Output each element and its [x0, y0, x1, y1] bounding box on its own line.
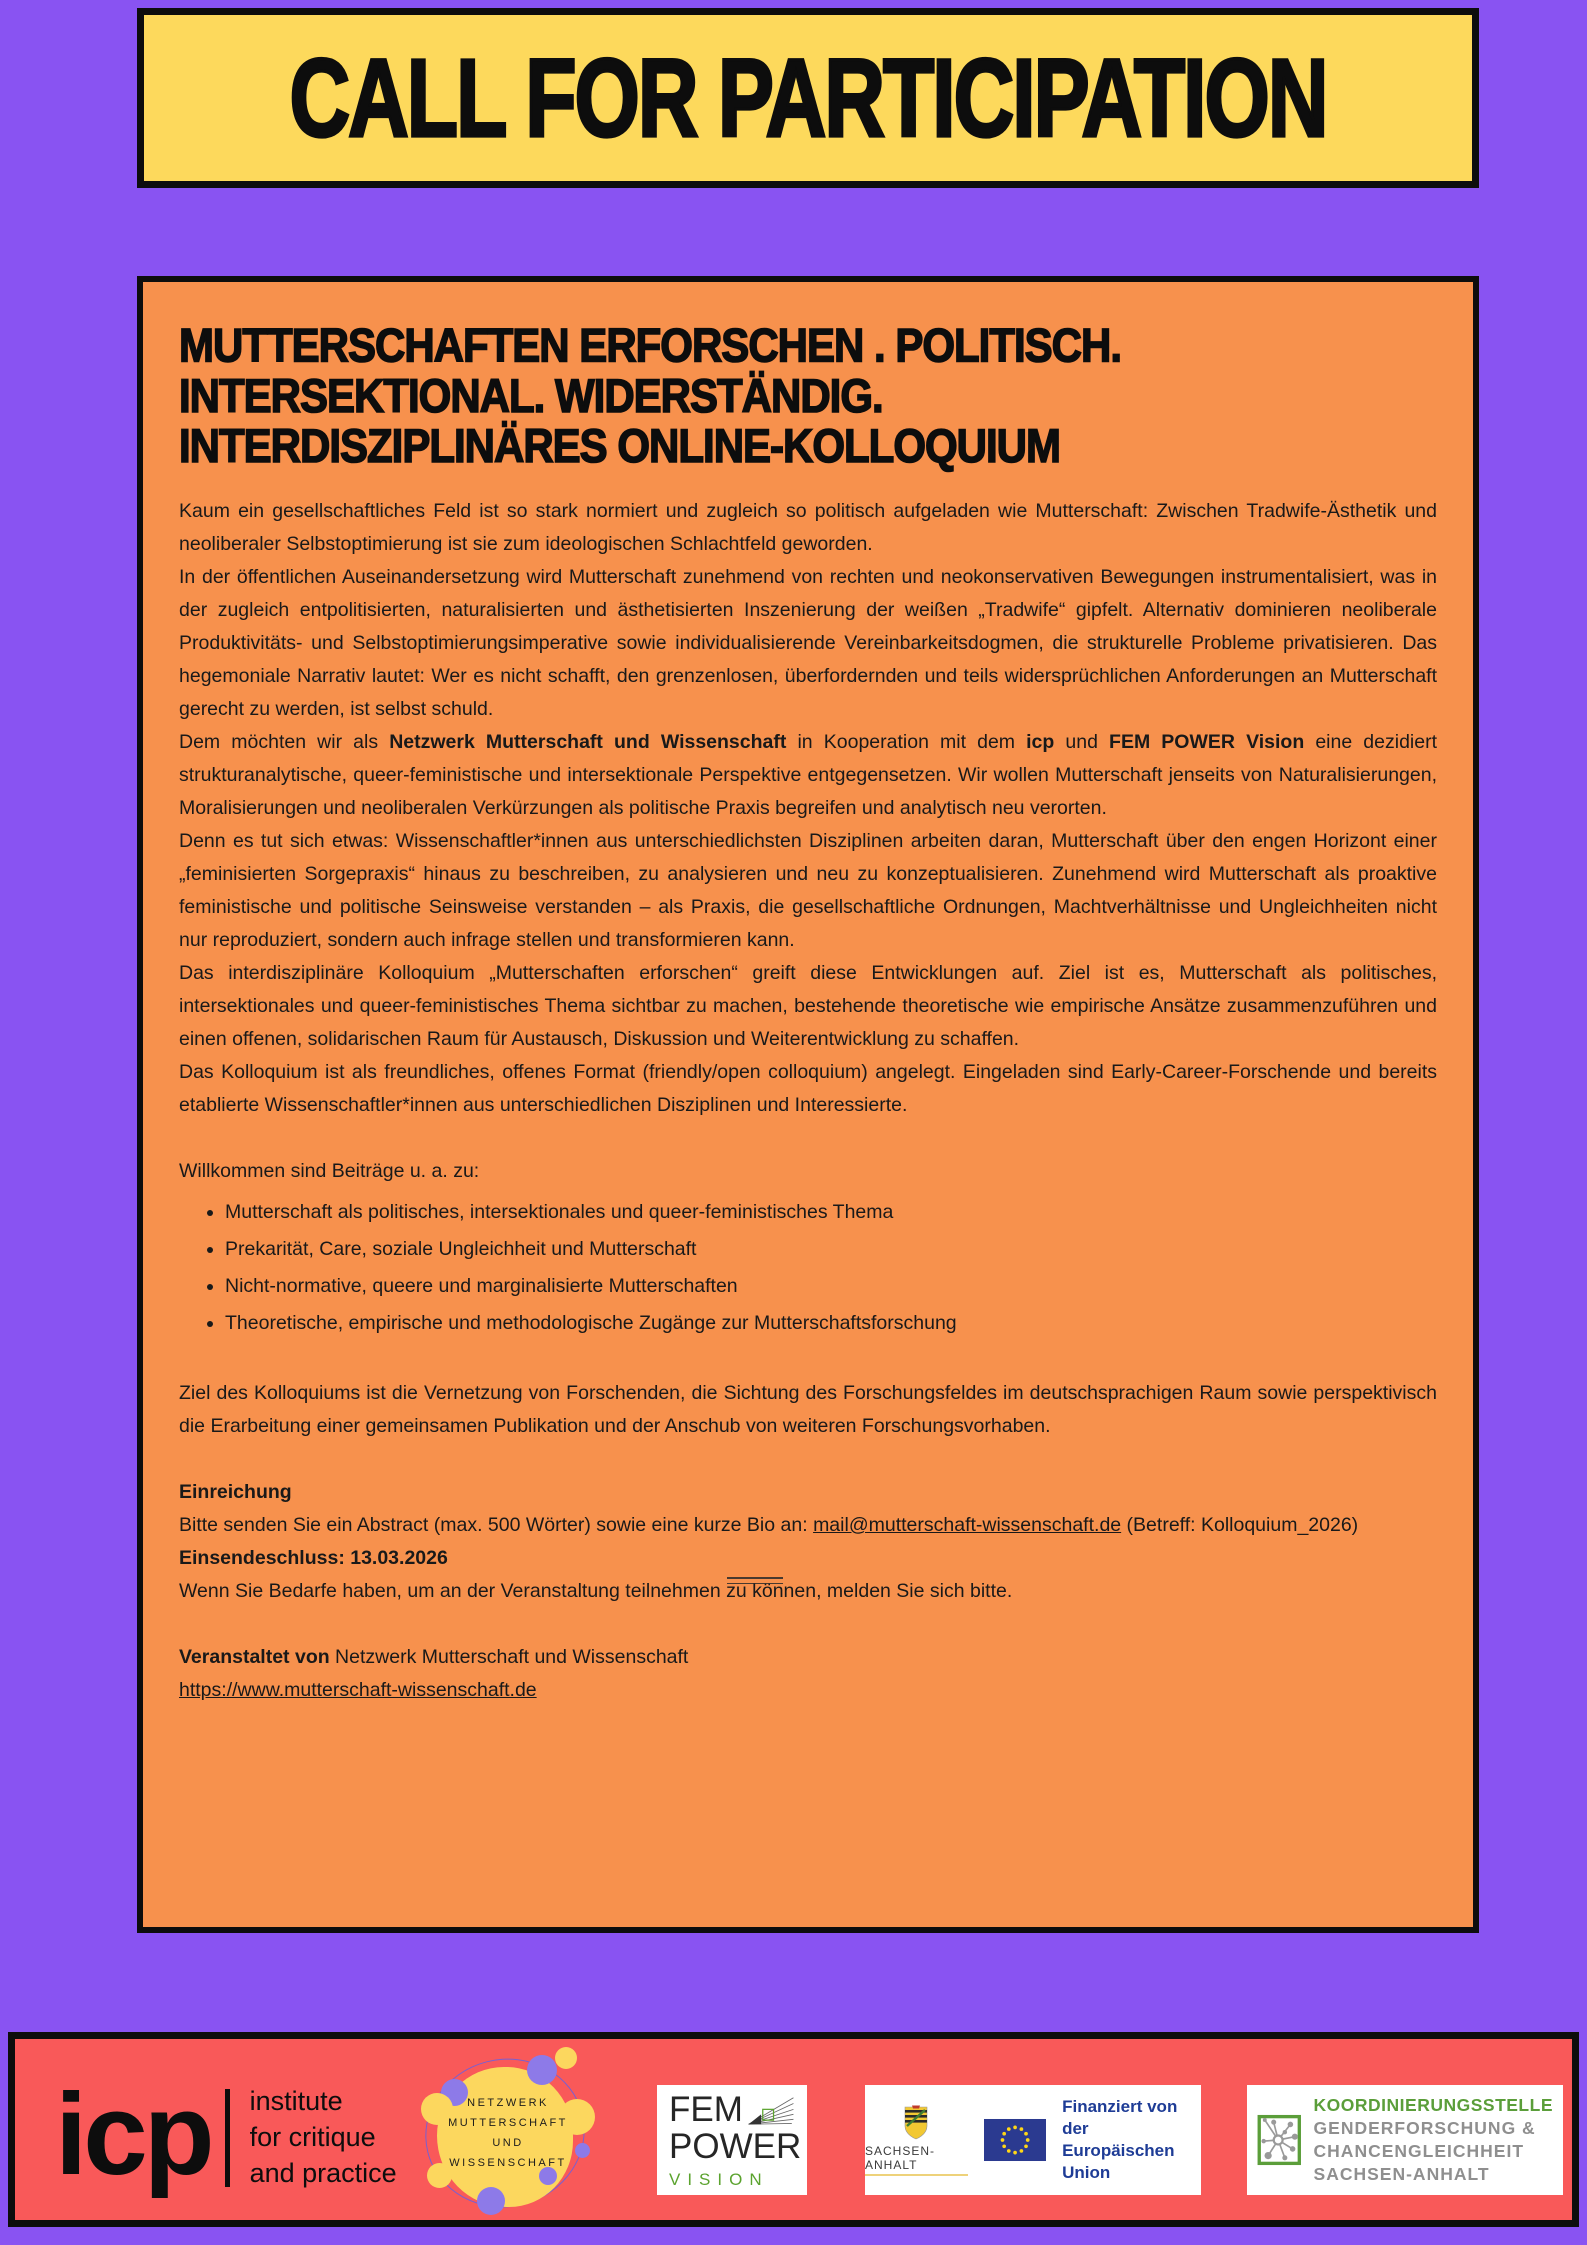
icp-logo — [55, 2069, 397, 2200]
header-box — [137, 8, 1479, 188]
text-segment: In der öffentlichen Auseinandersetzung wird Mutterschaft zunehmend von rechten und neokonservativen Bewegungen instrumentalisiert, was in der zugleich entpolitisierten, naturalisierten und ästhetisierten Inszenierung der weißen „Tradwife“ gipfelt. Alternativ dominieren neoliberale Produktivitäts- und Selbstoptimierungsimperative sowie individualisierende Vereinbarkeitsdogmen, die strukturelle Probleme privatisieren. Das hegemoniale Narrativ lautet: Wer es nicht schafft, den grenzenlosen, überfordernden und teils widersprüchlichen Anforderungen an Mutterschaft gerecht zu werden, ist selbst schuld. — [179, 566, 1437, 720]
fempower-fan-icon — [747, 2093, 795, 2129]
website-link[interactable]: https://www.mutterschaft-wissenschaft.de — [179, 1679, 537, 1701]
text-segment: Dem möchten wir als — [179, 731, 390, 753]
fempower-vision: VISION — [669, 2170, 769, 2189]
text-segment: Bitte senden Sie ein Abstract (max. 500 Wörter) sowie eine kurze Bio an: — [179, 1514, 814, 1536]
text-segment: Das interdisziplinäre Kolloquium „Mutterschaften erforschen“ greift diese Entwicklungen auf. Ziel ist es, Mutterschaft als politisches, intersektionales und queer-feministisches Thema sichtbar zu machen, bestehende theoretische wie empirische Ansätze zusammenzuführen und einen offenen, solidarischen Raum für Austausch, Diskussion und Weiterentwicklung zu schaffen. — [179, 962, 1437, 1050]
netzwerk-label-line: MUTTERSCHAFT — [448, 2117, 568, 2129]
page-title: CALL FOR PARTICIPATION — [289, 35, 1327, 160]
text-segment: und — [1054, 731, 1110, 753]
koord-line: SACHSEN-ANHALT — [1313, 2164, 1490, 2184]
paragraph — [179, 726, 1437, 825]
paragraph — [179, 957, 1437, 1056]
koordinierungsstelle-logo — [1247, 2085, 1563, 2195]
paragraph — [179, 1509, 1437, 1542]
deadline: Einsendeschluss: 13.03.2026 — [179, 1547, 448, 1569]
paragraph — [179, 1476, 1437, 1509]
spacer — [179, 1344, 1437, 1377]
paragraph — [179, 1377, 1437, 1443]
fempower-fem: FEM — [669, 2090, 743, 2129]
paragraph — [179, 1542, 1437, 1575]
sachsen-anhalt-emblem — [865, 2104, 968, 2176]
koord-line: GENDERFORSCHUNG & — [1313, 2118, 1536, 2138]
bullet-item: • Mutterschaft als politisches, intersektionales und queer-feministisches Thema — [225, 1196, 1437, 1229]
netzwerk-label-line: WISSENSCHAFT — [449, 2157, 567, 2169]
text-segment: Netzwerk Mutterschaft und Wissenschaft — [389, 731, 787, 753]
fempower-logo — [657, 2085, 807, 2195]
netzwerk-label-line: NETZWERK — [467, 2097, 549, 2109]
icp-tagline-line: and practice — [249, 2158, 397, 2188]
text-segment: Denn es tut sich etwas: Wissenschaftler*innen aus unterschiedlichsten Disziplinen arbeiten daran, Mutterschaft über den engen Horizont einer „feminisierten Sorgepraxis“ hinaus zu beschreiben, zu analysieren und neu zu konzeptualisieren. Zunehmend wird Mutterschaft als proaktive feministische und politische Seinsweise verstanden – als Praxis, die gesellschaftliche Ordnungen, Machtverhältnisse und Ungleichheiten nicht nur reproduziert, sondern auch infrage stellen und transformieren kann. — [179, 830, 1437, 951]
paragraph — [179, 1155, 1437, 1188]
paragraph — [179, 561, 1437, 726]
coat-of-arms-icon — [901, 2104, 931, 2142]
netzwerk-logo — [427, 2051, 589, 2215]
spacer — [179, 1122, 1437, 1155]
fempower-power: POWER — [669, 2127, 802, 2166]
text-segment: in Kooperation mit dem — [786, 731, 1027, 753]
paragraph — [179, 495, 1437, 561]
title-line-3: INTERDISZIPLINÄRES ONLINE-KOLLOQUIUM — [179, 419, 1060, 473]
bullet-item: • Nicht-normative, queere und marginalisierte Mutterschaften — [225, 1270, 1437, 1303]
email-link[interactable]: mail@mutterschaft-wissenschaft.de — [813, 1514, 1122, 1536]
text-segment: Wenn Sie Bedarfe haben, um an der Veranstaltung teilnehmen — [179, 1580, 727, 1602]
icp-tagline — [250, 2083, 397, 2191]
netzwerk-label — [427, 2051, 589, 2215]
text-segment: Kaum ein gesellschaftliches Feld ist so stark normiert und zugleich so politisch aufgeladen wie Mutterschaft: Zwischen Tradwife-Ästhetik und neoliberaler Selbstoptimierung ist sie zum ideologischen Schlachtfeld geworden. — [179, 500, 1437, 555]
koord-line: KOORDINIERUNGSSTELLE — [1313, 2095, 1553, 2115]
text-segment: zu können — [726, 1580, 817, 1602]
text-segment: , melden Sie sich bitte. — [816, 1580, 1013, 1602]
icp-wordmark: icp — [55, 2069, 211, 2200]
koordinierungsstelle-label — [1314, 2094, 1553, 2186]
bullet-item: • Theoretische, empirische und methodologische Zugänge zur Mutterschaftsforschung — [225, 1307, 1437, 1340]
spacer — [179, 1443, 1437, 1476]
sachsen-anhalt-label: SACHSEN-ANHALT — [865, 2144, 968, 2176]
colloquium-title — [179, 320, 1437, 471]
funding-label-line: Finanziert von der — [1062, 2097, 1178, 2138]
icp-tagline-line: institute — [249, 2086, 343, 2116]
icp-tagline-line: for critique — [249, 2122, 376, 2152]
text-segment: Willkommen sind Beiträge u. a. zu: — [179, 1160, 480, 1182]
content-blocks — [179, 495, 1437, 1707]
koord-line: CHANCENGLEICHHEIT — [1313, 2141, 1525, 2161]
text-segment: icp — [1026, 731, 1055, 753]
paragraph — [179, 1641, 1437, 1674]
text-segment: Ziel des Kolloquiums ist die Vernetzung von Forschenden, die Sichtung des Forschungsfeldes im deutschsprachigen Raum sowie perspektivisch die Erarbeitung einer gemeinsamen Publikation und der Anschub von weiteren Forschungsvorhaben. — [179, 1382, 1437, 1437]
text-segment: Netzwerk Mutterschaft und Wissenschaft — [329, 1646, 689, 1668]
text-segment: eine dezidiert strukturanalytische, queer-feministische und intersektionale Perspektive entgegensetzen. Wir wollen Mutterschaft jenseits von Naturalisierungen, Moralisierungen und neoliberalen Verkürzungen als politische Praxis begreifen und analytisch neu verorten. — [179, 731, 1437, 819]
paragraph — [179, 1575, 1437, 1608]
footer-box — [8, 2032, 1579, 2227]
text-segment: Das Kolloquium ist als freundliches, offenes Format (friendly/open colloquium) angelegt. Eingeladen sind Early-Career-Forschende und bereits etablierte Wissenschaftler*innen aus unterschiedlichen Disziplinen und Interessierte. — [179, 1061, 1437, 1116]
content-box — [137, 276, 1479, 1933]
funding-label — [1062, 2096, 1201, 2184]
bullet-item: • Prekarität, Care, soziale Ungleichheit und Mutterschaft — [225, 1233, 1437, 1266]
eu-flag-icon — [984, 2115, 1046, 2165]
submission-heading: Einreichung — [179, 1481, 292, 1503]
icp-divider — [225, 2089, 230, 2187]
text-segment: (Betreff: Kolloquium_2026) — [1121, 1514, 1359, 1536]
text-segment: Veranstaltet von — [179, 1646, 330, 1668]
paragraph — [179, 825, 1437, 957]
network-icon — [1257, 2094, 1302, 2186]
title-line-1: MUTTERSCHAFTEN ERFORSCHEN . POLITISCH. — [179, 318, 1122, 372]
text-segment: FEM POWER Vision — [1109, 731, 1305, 753]
paragraph — [179, 1674, 1437, 1707]
title-line-2: INTERSEKTIONAL. WIDERSTÄNDIG. — [179, 369, 883, 422]
bullet-list — [179, 1196, 1437, 1340]
funding-logo — [865, 2085, 1201, 2195]
spacer — [179, 1608, 1437, 1641]
netzwerk-label-line: UND — [492, 2137, 524, 2149]
paragraph — [179, 1056, 1437, 1122]
funding-label-line: Europäischen Union — [1062, 2141, 1175, 2182]
